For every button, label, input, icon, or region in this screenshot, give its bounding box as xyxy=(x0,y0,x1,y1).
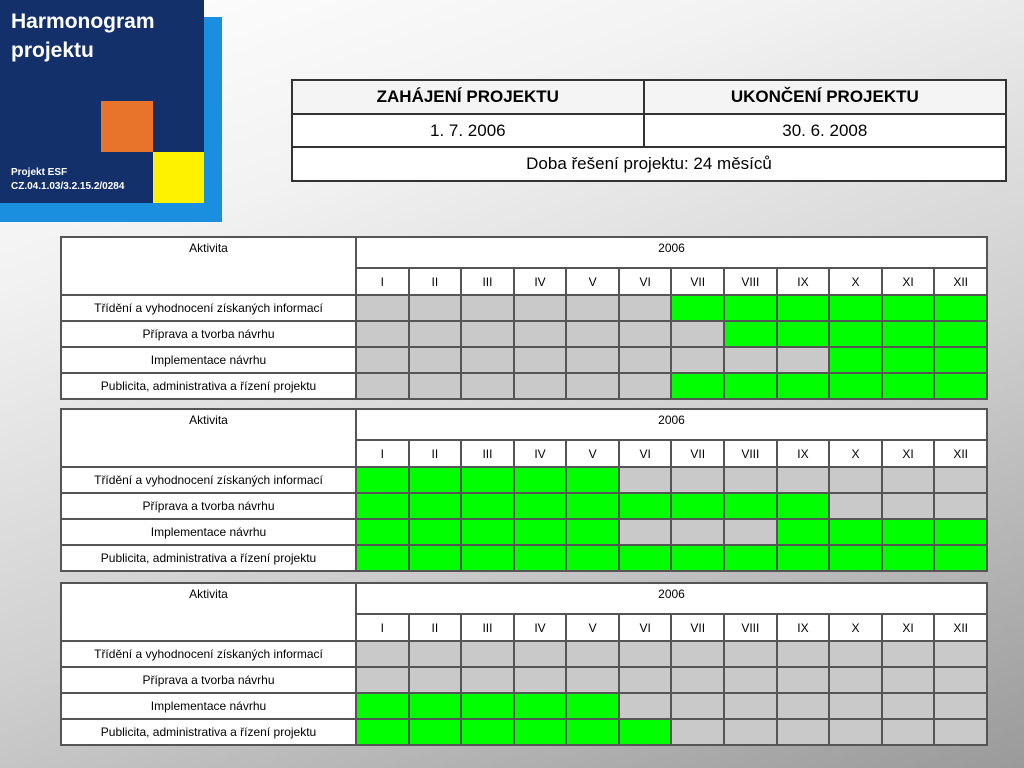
month-header: XI xyxy=(882,440,935,467)
active-month-cell xyxy=(619,493,672,519)
active-month-cell xyxy=(882,347,935,373)
inactive-month-cell xyxy=(671,467,724,493)
active-month-cell xyxy=(724,295,777,321)
active-month-cell xyxy=(724,493,777,519)
month-header: XII xyxy=(934,440,987,467)
active-month-cell xyxy=(671,295,724,321)
active-month-cell xyxy=(409,545,462,571)
active-month-cell xyxy=(514,493,567,519)
activity-row xyxy=(61,467,987,493)
activity-header: Aktivita xyxy=(61,583,356,641)
inactive-month-cell xyxy=(409,295,462,321)
inactive-month-cell xyxy=(882,719,935,745)
gantt-table xyxy=(60,408,988,572)
inactive-month-cell xyxy=(671,641,724,667)
active-month-cell xyxy=(829,519,882,545)
inactive-month-cell xyxy=(934,667,987,693)
inactive-month-cell xyxy=(934,693,987,719)
month-header: III xyxy=(461,614,514,641)
active-month-cell xyxy=(356,467,409,493)
inactive-month-cell xyxy=(356,641,409,667)
active-month-cell xyxy=(724,545,777,571)
active-month-cell xyxy=(566,545,619,571)
inactive-month-cell xyxy=(882,693,935,719)
active-month-cell xyxy=(356,719,409,745)
inactive-month-cell xyxy=(461,641,514,667)
activity-row xyxy=(61,667,987,693)
project-info-table xyxy=(291,79,1007,182)
inactive-month-cell xyxy=(461,347,514,373)
start-label: ZAHÁJENÍ PROJEKTU xyxy=(292,80,644,114)
active-month-cell xyxy=(461,519,514,545)
active-month-cell xyxy=(934,519,987,545)
inactive-month-cell xyxy=(934,493,987,519)
inactive-month-cell xyxy=(356,321,409,347)
month-header: VI xyxy=(619,440,672,467)
active-month-cell xyxy=(514,545,567,571)
inactive-month-cell xyxy=(619,641,672,667)
inactive-month-cell xyxy=(671,321,724,347)
month-header: V xyxy=(566,614,619,641)
month-header: III xyxy=(461,440,514,467)
activity-label: Příprava a tvorba návrhu xyxy=(61,667,356,693)
inactive-month-cell xyxy=(566,373,619,399)
activity-row xyxy=(61,295,987,321)
inactive-month-cell xyxy=(777,693,830,719)
active-month-cell xyxy=(724,373,777,399)
month-header: X xyxy=(829,440,882,467)
inactive-month-cell xyxy=(461,667,514,693)
active-month-cell xyxy=(409,467,462,493)
active-month-cell xyxy=(777,373,830,399)
month-header: X xyxy=(829,268,882,295)
month-header: IV xyxy=(514,440,567,467)
project-duration: Doba řešení projektu: 24 měsíců xyxy=(292,147,1006,181)
inactive-month-cell xyxy=(514,667,567,693)
active-month-cell xyxy=(566,719,619,745)
gantt-table xyxy=(60,582,988,746)
activity-row xyxy=(61,693,987,719)
inactive-month-cell xyxy=(829,667,882,693)
activity-label: Implementace návrhu xyxy=(61,693,356,719)
inactive-month-cell xyxy=(671,667,724,693)
inactive-month-cell xyxy=(829,493,882,519)
active-month-cell xyxy=(566,519,619,545)
inactive-month-cell xyxy=(461,373,514,399)
activity-label: Implementace návrhu xyxy=(61,519,356,545)
inactive-month-cell xyxy=(724,519,777,545)
inactive-month-cell xyxy=(566,667,619,693)
inactive-month-cell xyxy=(356,295,409,321)
inactive-month-cell xyxy=(934,467,987,493)
logo-orange-square xyxy=(101,101,153,152)
inactive-month-cell xyxy=(619,693,672,719)
activity-label: Publicita, administrativa a řízení projektu xyxy=(61,545,356,571)
activity-label: Třídění a vyhodnocení získaných informací xyxy=(61,641,356,667)
active-month-cell xyxy=(514,467,567,493)
year-header: 2006 xyxy=(356,583,987,614)
activity-row xyxy=(61,493,987,519)
month-header: X xyxy=(829,614,882,641)
active-month-cell xyxy=(934,347,987,373)
inactive-month-cell xyxy=(619,295,672,321)
active-month-cell xyxy=(934,321,987,347)
active-month-cell xyxy=(777,519,830,545)
active-month-cell xyxy=(619,719,672,745)
active-month-cell xyxy=(882,545,935,571)
active-month-cell xyxy=(356,693,409,719)
inactive-month-cell xyxy=(619,667,672,693)
activity-label: Publicita, administrativa a řízení projektu xyxy=(61,719,356,745)
active-month-cell xyxy=(409,693,462,719)
month-header: XI xyxy=(882,268,935,295)
month-header: IX xyxy=(777,268,830,295)
activity-row xyxy=(61,519,987,545)
month-header: II xyxy=(409,268,462,295)
active-month-cell xyxy=(356,493,409,519)
active-month-cell xyxy=(619,545,672,571)
month-header: VII xyxy=(671,440,724,467)
inactive-month-cell xyxy=(724,347,777,373)
inactive-month-cell xyxy=(724,693,777,719)
month-header: V xyxy=(566,268,619,295)
inactive-month-cell xyxy=(566,295,619,321)
active-month-cell xyxy=(461,719,514,745)
inactive-month-cell xyxy=(671,519,724,545)
inactive-month-cell xyxy=(724,667,777,693)
activity-label: Implementace návrhu xyxy=(61,347,356,373)
inactive-month-cell xyxy=(356,373,409,399)
activity-label: Třídění a vyhodnocení získaných informací xyxy=(61,295,356,321)
inactive-month-cell xyxy=(882,467,935,493)
activity-header: Aktivita xyxy=(61,237,356,295)
active-month-cell xyxy=(566,467,619,493)
inactive-month-cell xyxy=(829,641,882,667)
inactive-month-cell xyxy=(514,295,567,321)
active-month-cell xyxy=(409,719,462,745)
inactive-month-cell xyxy=(882,641,935,667)
inactive-month-cell xyxy=(514,321,567,347)
month-header: VII xyxy=(671,268,724,295)
activity-row xyxy=(61,719,987,745)
activity-row xyxy=(61,545,987,571)
active-month-cell xyxy=(671,545,724,571)
activity-label: Publicita, administrativa a řízení projektu xyxy=(61,373,356,399)
inactive-month-cell xyxy=(514,373,567,399)
month-header: VIII xyxy=(724,614,777,641)
page-title: Harmonogram projektu xyxy=(11,10,155,62)
month-header: IV xyxy=(514,268,567,295)
inactive-month-cell xyxy=(724,641,777,667)
active-month-cell xyxy=(829,321,882,347)
month-header: II xyxy=(409,440,462,467)
inactive-month-cell xyxy=(777,467,830,493)
inactive-month-cell xyxy=(461,321,514,347)
active-month-cell xyxy=(882,321,935,347)
inactive-month-cell xyxy=(777,667,830,693)
active-month-cell xyxy=(566,693,619,719)
active-month-cell xyxy=(829,295,882,321)
inactive-month-cell xyxy=(619,467,672,493)
inactive-month-cell xyxy=(777,347,830,373)
inactive-month-cell xyxy=(409,321,462,347)
inactive-month-cell xyxy=(671,693,724,719)
inactive-month-cell xyxy=(829,693,882,719)
inactive-month-cell xyxy=(619,373,672,399)
month-header: XI xyxy=(882,614,935,641)
month-header: III xyxy=(461,268,514,295)
month-header: XII xyxy=(934,614,987,641)
gantt-table xyxy=(60,236,988,400)
start-date: 1. 7. 2006 xyxy=(292,114,644,147)
active-month-cell xyxy=(461,693,514,719)
month-header: IX xyxy=(777,614,830,641)
active-month-cell xyxy=(829,373,882,399)
month-header: I xyxy=(356,268,409,295)
active-month-cell xyxy=(777,493,830,519)
month-header: II xyxy=(409,614,462,641)
month-header: VI xyxy=(619,614,672,641)
inactive-month-cell xyxy=(514,641,567,667)
activity-label: Příprava a tvorba návrhu xyxy=(61,493,356,519)
month-header: XII xyxy=(934,268,987,295)
end-date: 30. 6. 2008 xyxy=(644,114,1006,147)
inactive-month-cell xyxy=(777,719,830,745)
inactive-month-cell xyxy=(356,667,409,693)
inactive-month-cell xyxy=(409,373,462,399)
activity-header: Aktivita xyxy=(61,409,356,467)
activity-label: Příprava a tvorba návrhu xyxy=(61,321,356,347)
month-header: IX xyxy=(777,440,830,467)
inactive-month-cell xyxy=(409,667,462,693)
inactive-month-cell xyxy=(409,641,462,667)
active-month-cell xyxy=(409,519,462,545)
project-code: Projekt ESF CZ.04.1.03/3.2.15.2/0284 xyxy=(11,167,125,192)
year-header: 2006 xyxy=(356,237,987,268)
active-month-cell xyxy=(461,467,514,493)
inactive-month-cell xyxy=(882,493,935,519)
active-month-cell xyxy=(566,493,619,519)
inactive-month-cell xyxy=(934,719,987,745)
month-header: I xyxy=(356,614,409,641)
active-month-cell xyxy=(829,545,882,571)
active-month-cell xyxy=(829,347,882,373)
active-month-cell xyxy=(934,373,987,399)
inactive-month-cell xyxy=(461,295,514,321)
month-header: I xyxy=(356,440,409,467)
inactive-month-cell xyxy=(619,519,672,545)
inactive-month-cell xyxy=(671,347,724,373)
active-month-cell xyxy=(514,519,567,545)
active-month-cell xyxy=(882,519,935,545)
month-header: VIII xyxy=(724,268,777,295)
activity-row xyxy=(61,321,987,347)
active-month-cell xyxy=(934,545,987,571)
active-month-cell xyxy=(461,493,514,519)
month-header: VII xyxy=(671,614,724,641)
inactive-month-cell xyxy=(724,719,777,745)
activity-row xyxy=(61,641,987,667)
end-label: UKONČENÍ PROJEKTU xyxy=(644,80,1006,114)
inactive-month-cell xyxy=(566,347,619,373)
activity-label: Třídění a vyhodnocení získaných informací xyxy=(61,467,356,493)
month-header: IV xyxy=(514,614,567,641)
month-header: VIII xyxy=(724,440,777,467)
active-month-cell xyxy=(882,373,935,399)
active-month-cell xyxy=(724,321,777,347)
inactive-month-cell xyxy=(829,719,882,745)
activity-row xyxy=(61,373,987,399)
inactive-month-cell xyxy=(724,467,777,493)
inactive-month-cell xyxy=(934,641,987,667)
inactive-month-cell xyxy=(356,347,409,373)
inactive-month-cell xyxy=(777,641,830,667)
active-month-cell xyxy=(934,295,987,321)
month-header: V xyxy=(566,440,619,467)
month-header: VI xyxy=(619,268,672,295)
active-month-cell xyxy=(514,719,567,745)
inactive-month-cell xyxy=(409,347,462,373)
active-month-cell xyxy=(777,545,830,571)
active-month-cell xyxy=(671,373,724,399)
active-month-cell xyxy=(461,545,514,571)
active-month-cell xyxy=(514,693,567,719)
inactive-month-cell xyxy=(882,667,935,693)
active-month-cell xyxy=(356,519,409,545)
inactive-month-cell xyxy=(619,321,672,347)
active-month-cell xyxy=(356,545,409,571)
inactive-month-cell xyxy=(671,719,724,745)
inactive-month-cell xyxy=(619,347,672,373)
inactive-month-cell xyxy=(566,321,619,347)
active-month-cell xyxy=(882,295,935,321)
inactive-month-cell xyxy=(514,347,567,373)
active-month-cell xyxy=(409,493,462,519)
active-month-cell xyxy=(777,321,830,347)
active-month-cell xyxy=(777,295,830,321)
activity-row xyxy=(61,347,987,373)
year-header: 2006 xyxy=(356,409,987,440)
active-month-cell xyxy=(671,493,724,519)
inactive-month-cell xyxy=(566,641,619,667)
inactive-month-cell xyxy=(829,467,882,493)
